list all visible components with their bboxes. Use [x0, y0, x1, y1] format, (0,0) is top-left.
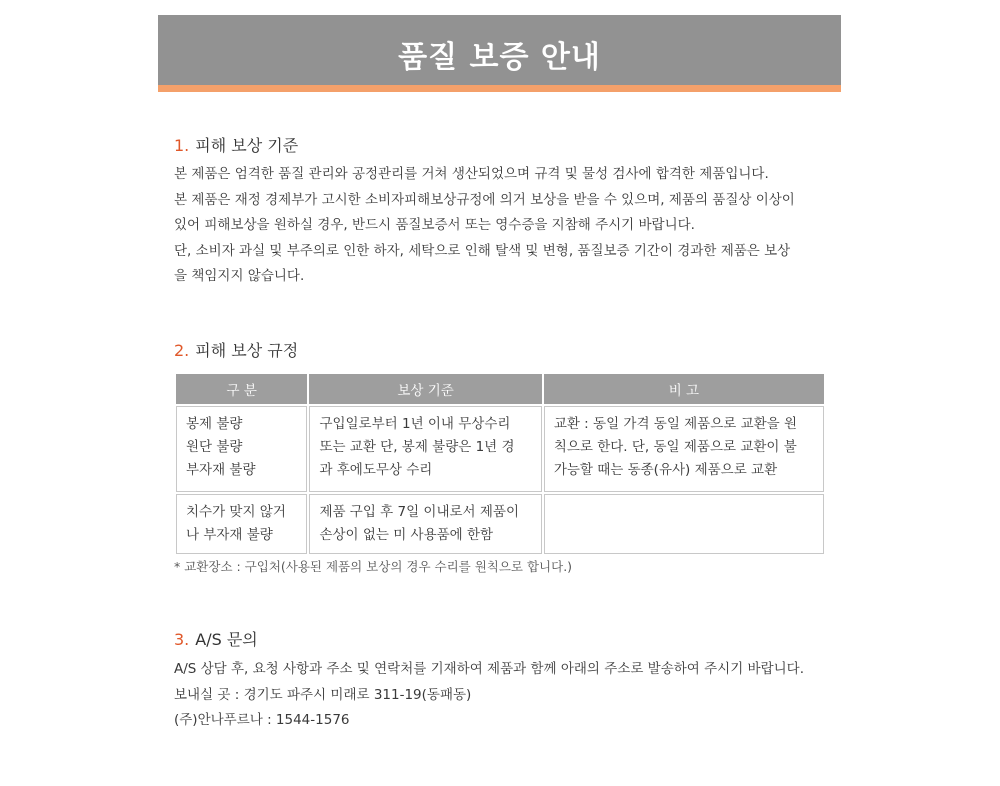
cell-line: 나 부자재 불량 [186, 527, 273, 543]
section-1-line: 을 책임지지 않습니다. [174, 268, 305, 284]
table-header-standard: 보상 기준 [309, 374, 541, 404]
cell-line: 또는 교환 단, 봉제 불량은 1년 경 [319, 439, 515, 455]
section-3-line: 보내실 곳 : 경기도 파주시 미래로 311-19(동패동) [174, 686, 472, 703]
section-2-title: 피해 보상 규정 [195, 341, 299, 360]
accent-strip [158, 85, 841, 92]
table-cell [176, 406, 307, 492]
section-3-line: A/S 상담 후, 요청 사항과 주소 및 연락처를 기재하여 제품과 함께 아래의 주소로 발송하여 주시기 바랍니다. [174, 661, 804, 677]
table-cell [309, 406, 541, 492]
section-3-heading [174, 627, 258, 650]
cell-line: 가능할 때는 동종(유사) 제품으로 교환 [553, 462, 778, 478]
cell-line: 제품 구입 후 7일 이내로서 제품이 [319, 504, 520, 520]
cell-line: 봉제 불량 [186, 416, 243, 432]
table-header-row [176, 374, 824, 404]
title-banner [158, 15, 841, 85]
cell-line: 손상이 없는 미 사용품에 한함 [319, 527, 494, 543]
table-header-remarks: 비 고 [544, 374, 824, 404]
section-1-heading [174, 133, 298, 156]
table-cell [544, 406, 824, 492]
cell-line: 부자재 불량 [186, 462, 256, 478]
cell-line: 치수가 맞지 않거 [186, 504, 286, 520]
cell-line: 구입일로부터 1년 이내 무상수리 [319, 416, 511, 432]
section-3-line: (주)안나푸르나 : 1544-1576 [174, 712, 350, 728]
section-1-body [174, 162, 834, 290]
cell-line: 교환 : 동일 가격 동일 제품으로 교환을 원 [553, 416, 798, 432]
section-1-title: 피해 보상 기준 [195, 136, 299, 155]
cell-line: 과 후에도무상 수리 [319, 462, 433, 478]
section-3-body [174, 657, 834, 734]
cell-line: 원단 불량 [186, 439, 243, 455]
table-header-category: 구 분 [176, 374, 307, 404]
section-1-line: 단, 소비자 과실 및 부주의로 인한 하자, 세탁으로 인해 탈색 및 변형, 품질보증 기간이 경과한 제품은 보상 [174, 242, 791, 259]
section-1-line: 있어 피해보상을 원하실 경우, 반드시 품질보증서 또는 영수증을 지참해 주시기 바랍니다. [174, 217, 695, 233]
section-2-heading [174, 338, 298, 361]
table-row [176, 494, 824, 554]
compensation-table [174, 372, 826, 556]
section-3-title: A/S 문의 [195, 630, 258, 649]
table-cell [176, 494, 307, 554]
section-3-number: 3. [174, 630, 190, 649]
section-1-line: 본 제품은 엄격한 품질 관리와 공정관리를 거쳐 생산되었으며 규격 및 물성 검사에 합격한 제품입니다. [174, 166, 769, 182]
table-cell [309, 494, 541, 554]
section-2-number: 2. [174, 341, 190, 360]
page-title: 품질 보증 안내 [398, 40, 601, 75]
exchange-note: * 교환장소 : 구입처(사용된 제품의 보상의 경우 수리를 원칙으로 합니다.) [174, 559, 573, 574]
table-cell [544, 494, 824, 554]
section-1-number: 1. [174, 136, 190, 155]
cell-line: 칙으로 한다. 단, 동일 제품으로 교환이 불 [553, 439, 797, 455]
section-1-line: 본 제품은 재정 경제부가 고시한 소비자피해보상규정에 의거 보상을 받을 수 있으며, 제품의 품질상 이상이 [174, 191, 795, 208]
table-row [176, 406, 824, 492]
